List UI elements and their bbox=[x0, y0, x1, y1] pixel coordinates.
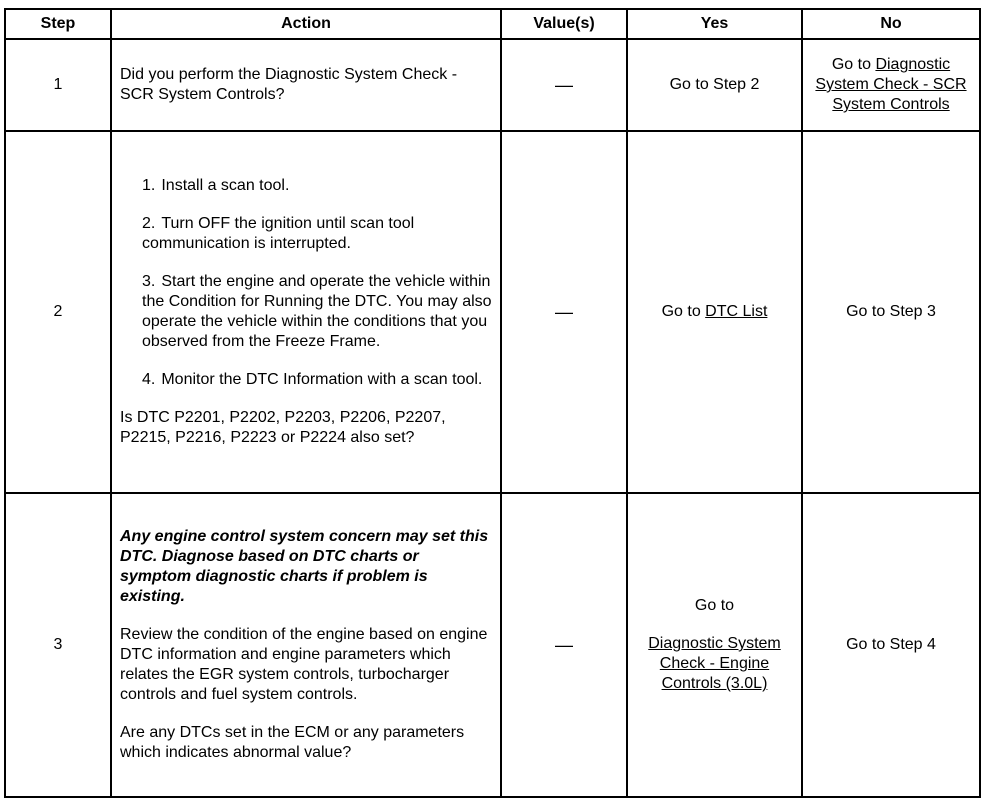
dtc-list-link[interactable]: DTC List bbox=[705, 303, 768, 320]
step-number: 1 bbox=[5, 39, 111, 131]
no-prefix: Go to bbox=[831, 56, 876, 73]
yes-prefix: Go to bbox=[694, 597, 735, 614]
substep: 2. Turn OFF the ignition until scan tool communication is interrupted. bbox=[142, 215, 415, 252]
no-cell: Go to Step 3 bbox=[802, 131, 980, 493]
action-text: Did you perform the Diagnostic System Check - SCR System Controls? bbox=[111, 39, 501, 131]
substep: 3. Start the engine and operate the vehicle within the Condition for Running the DTC. You may also operate the vehicle within the conditions that you observed from the Freeze Frame. bbox=[142, 273, 492, 350]
action-cell bbox=[111, 493, 501, 797]
table-row bbox=[5, 39, 980, 131]
value-cell: — bbox=[501, 493, 627, 797]
substep: 1. Install a scan tool. bbox=[142, 177, 290, 194]
header-row bbox=[5, 9, 980, 39]
header-yes: Yes bbox=[627, 9, 802, 39]
header-step: Step bbox=[5, 9, 111, 39]
header-action: Action bbox=[111, 9, 501, 39]
question-text: Is DTC P2201, P2202, P2203, P2206, P2207, P2215, P2216, P2223 or P2224 also set? bbox=[120, 409, 446, 446]
review-text: Review the condition of the engine based on engine DTC information and engine parameters which relates the EGR system controls, turbocharger controls and fuel system controls. bbox=[120, 626, 488, 703]
header-no: No bbox=[802, 9, 980, 39]
value-cell: — bbox=[501, 39, 627, 131]
step-number: 2 bbox=[5, 131, 111, 493]
header-values: Value(s) bbox=[501, 9, 627, 39]
diagnostic-system-check-scr-link[interactable]: Diagnostic System Check - SCR System Controls bbox=[815, 56, 967, 113]
diagnostic-table bbox=[4, 8, 981, 798]
yes-cell: Go to Step 2 bbox=[627, 39, 802, 131]
action-cell bbox=[111, 131, 501, 493]
table-row bbox=[5, 131, 980, 493]
value-cell: — bbox=[501, 131, 627, 493]
no-cell: Go to Step 4 bbox=[802, 493, 980, 797]
substep: 4. Monitor the DTC Information with a scan tool. bbox=[142, 371, 483, 388]
yes-cell bbox=[627, 493, 802, 797]
diagnostic-system-check-engine-link[interactable]: Diagnostic System Check - Engine Controls (3.0L) bbox=[648, 635, 781, 692]
table-row bbox=[5, 493, 980, 797]
no-cell bbox=[802, 39, 980, 131]
question-text: Are any DTCs set in the ECM or any parameters which indicates abnormal value? bbox=[120, 724, 465, 761]
yes-cell bbox=[627, 131, 802, 493]
step-number: 3 bbox=[5, 493, 111, 797]
yes-prefix: Go to bbox=[661, 303, 706, 320]
note-text: Any engine control system concern may set this DTC. Diagnose based on DTC charts or symptom diagnostic charts if problem is existing. bbox=[120, 528, 489, 605]
